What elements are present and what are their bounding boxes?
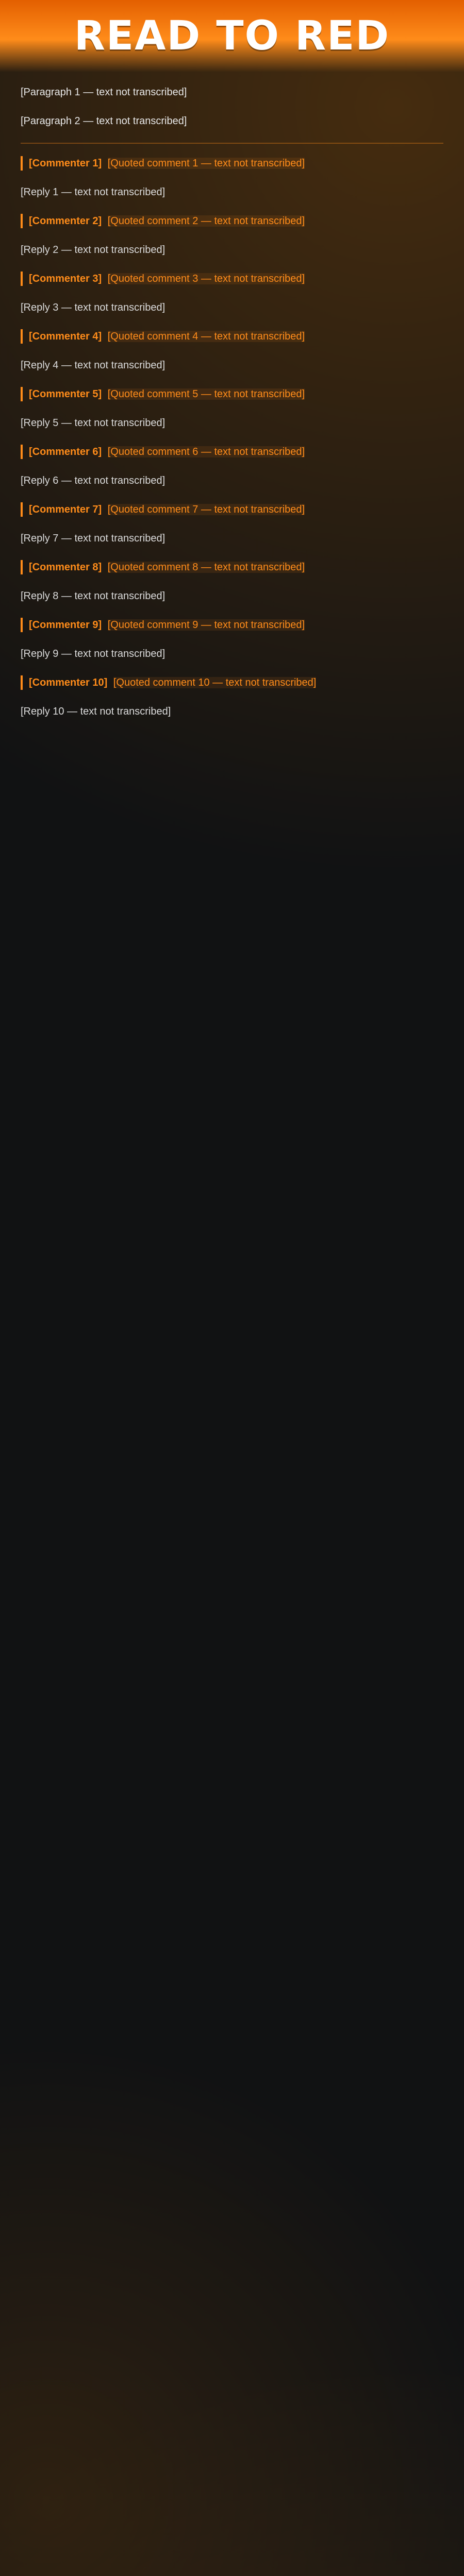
comment-author: [Commenter 7] [29, 504, 102, 515]
page-title: READ TO RED [74, 13, 390, 59]
reply-paragraph [21, 647, 443, 661]
section-divider [21, 143, 443, 144]
comment-text: [Quoted comment 6 — text not transcribed] [107, 446, 305, 457]
paragraph-text: [Paragraph 2 — text not transcribed] [21, 115, 187, 127]
reply-text: [Reply 2 — text not transcribed] [21, 244, 165, 256]
article-content [21, 85, 443, 2576]
reply-paragraph [21, 358, 443, 372]
quoted-comment [21, 445, 443, 459]
comment-author: [Commenter 4] [29, 331, 102, 342]
paragraph-text: [Paragraph 1 — text not transcribed] [21, 87, 187, 98]
comment-text: [Quoted comment 4 — text not transcribed] [107, 331, 305, 342]
quoted-comment [21, 214, 443, 228]
comment-text: [Quoted comment 7 — text not transcribed] [107, 504, 305, 515]
comment-author: [Commenter 1] [29, 158, 102, 169]
comment-author: [Commenter 5] [29, 388, 102, 400]
reply-text: [Reply 5 — text not transcribed] [21, 417, 165, 429]
reply-text: [Reply 3 — text not transcribed] [21, 302, 165, 313]
reply-paragraph [21, 531, 443, 546]
reply-text: [Reply 10 — text not transcribed] [21, 706, 171, 717]
comment-text: [Quoted comment 8 — text not transcribed] [107, 562, 305, 573]
comment-text: [Quoted comment 9 — text not transcribed] [107, 619, 305, 631]
comment-author: [Commenter 10] [29, 677, 108, 688]
comment-author: [Commenter 2] [29, 215, 102, 227]
quoted-comment [21, 329, 443, 344]
comment-author: [Commenter 9] [29, 619, 102, 631]
reply-text: [Reply 1 — text not transcribed] [21, 187, 165, 198]
comment-text: [Quoted comment 1 — text not transcribed] [107, 158, 305, 169]
reply-paragraph [21, 416, 443, 430]
quoted-comment [21, 560, 443, 574]
comment-text: [Quoted comment 10 — text not transcribed] [113, 677, 317, 688]
reply-text: [Reply 9 — text not transcribed] [21, 648, 165, 659]
comment-text: [Quoted comment 2 — text not transcribed] [107, 215, 305, 227]
intro-paragraph-1 [21, 85, 443, 99]
reply-paragraph [21, 185, 443, 199]
reply-paragraph [21, 704, 443, 719]
reply-text: [Reply 6 — text not transcribed] [21, 475, 165, 486]
comment-author: [Commenter 8] [29, 562, 102, 573]
quoted-comment [21, 618, 443, 632]
page-header [0, 0, 464, 72]
reply-text: [Reply 4 — text not transcribed] [21, 360, 165, 371]
reply-paragraph [21, 589, 443, 603]
reply-text: [Reply 8 — text not transcribed] [21, 590, 165, 602]
quoted-comment [21, 156, 443, 171]
quoted-comment [21, 675, 443, 690]
reply-paragraph [21, 473, 443, 488]
quoted-comment [21, 387, 443, 401]
comment-text: [Quoted comment 5 — text not transcribed] [107, 388, 305, 400]
quoted-comment [21, 502, 443, 517]
comment-text: [Quoted comment 3 — text not transcribed] [107, 273, 305, 284]
comment-author: [Commenter 6] [29, 446, 102, 457]
intro-paragraph-2 [21, 114, 443, 128]
quoted-comment [21, 272, 443, 286]
reply-paragraph [21, 300, 443, 315]
comment-author: [Commenter 3] [29, 273, 102, 284]
reply-text: [Reply 7 — text not transcribed] [21, 533, 165, 544]
reply-paragraph [21, 243, 443, 257]
